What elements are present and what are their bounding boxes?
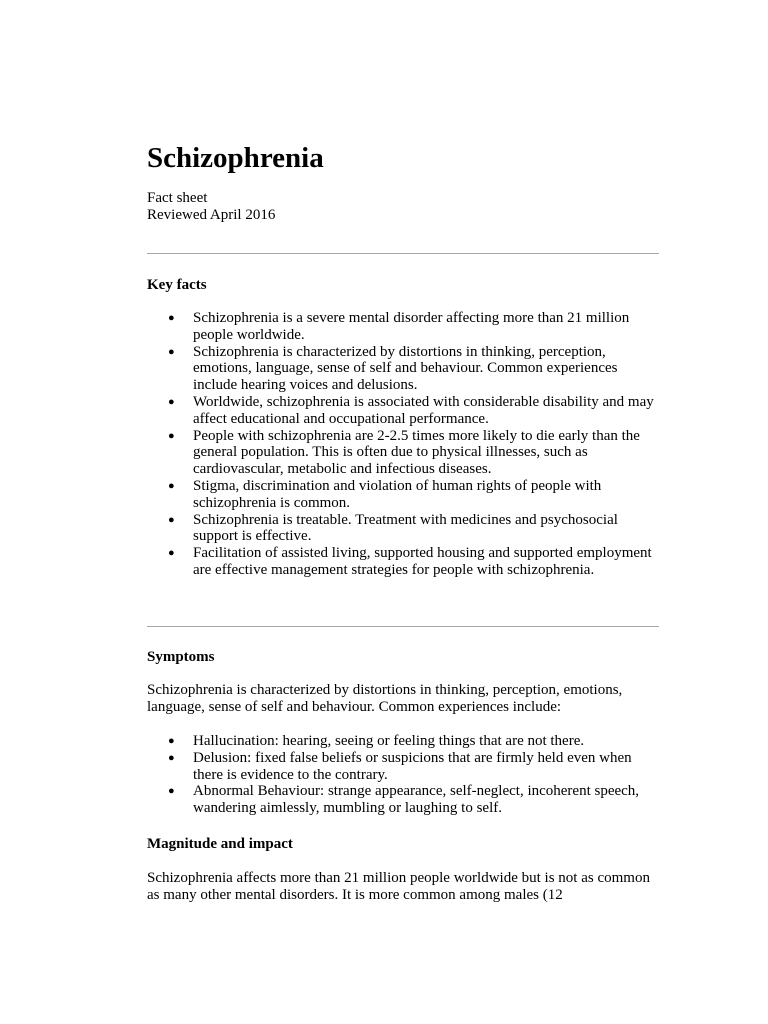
list-item-text: Delusion: fixed false beliefs or suspicions that are firmly held even when there is evidence to the contrary. [193,749,632,783]
symptoms-heading: Symptoms [147,649,215,665]
bullet-icon: ● [168,513,175,526]
list-item-text: Facilitation of assisted living, supported housing and supported employment are effective management strategies for people with schizophrenia. [193,545,652,578]
list-item [147,310,659,344]
list-item [147,783,659,817]
bullet-icon: ● [168,785,175,798]
list-item-text: Schizophrenia is a severe mental disorder affecting more than 21 million people worldwide. [193,310,630,343]
bullet-icon: ● [168,312,175,324]
bullet-icon: ● [168,345,175,358]
list-item [147,733,659,750]
bullet-icon: ● [168,479,175,492]
key-facts-list [147,310,659,579]
page-title: Schizophrenia [147,142,324,174]
list-item [147,478,659,512]
bullet-icon: ● [168,547,175,560]
bullet-icon: ● [168,751,175,764]
symptoms-list [147,733,659,817]
list-item [147,750,659,784]
doc-type-label: Fact sheet [147,190,208,206]
key-facts-heading: Key facts [147,277,207,293]
magnitude-heading: Magnitude and impact [147,836,293,852]
list-item-text: Schizophrenia is characterized by distortions in thinking, perception, emotions, language, sense of self and behaviour. Common experiences include hearing voices and delusions. [193,343,618,394]
bullet-icon: ● [168,735,175,747]
document-meta [147,190,275,224]
section-divider [147,626,659,627]
list-item-text: Abnormal Behaviour: strange appearance, self-neglect, incoherent speech, wandering aimlessly, mumbling or laughing to self. [193,783,640,817]
list-item-text: Schizophrenia is treatable. Treatment with medicines and psychosocial support is effective. [193,511,618,545]
bullet-icon: ● [168,429,175,442]
list-item-text: People with schizophrenia are 2-2.5 times more likely to die early than the general population. This is often due to physical illnesses, such as cardiovascular, metabolic and infectious diseases. [193,427,640,478]
bullet-icon: ● [168,395,175,408]
list-item-text: Hallucination: hearing, seeing or feeling things that are not there. [193,733,585,749]
list-item [147,428,659,478]
symptoms-intro: Schizophrenia is characterized by distortions in thinking, perception, emotions, language, sense of self and behaviour. Common experiences include: [147,682,623,715]
list-item-text: Worldwide, schizophrenia is associated with considerable disability and may affect educational and occupational performance. [193,393,654,427]
list-item [147,512,659,546]
list-item [147,545,659,579]
list-item-text: Stigma, discrimination and violation of human rights of people with schizophrenia is common. [193,477,602,511]
review-date: Reviewed April 2016 [147,207,276,223]
list-item [147,344,659,394]
list-item [147,394,659,428]
magnitude-text: Schizophrenia affects more than 21 million people worldwide but is not as common as many other mental disorders. It is more common among males (12 [147,870,650,903]
section-divider [147,253,659,254]
